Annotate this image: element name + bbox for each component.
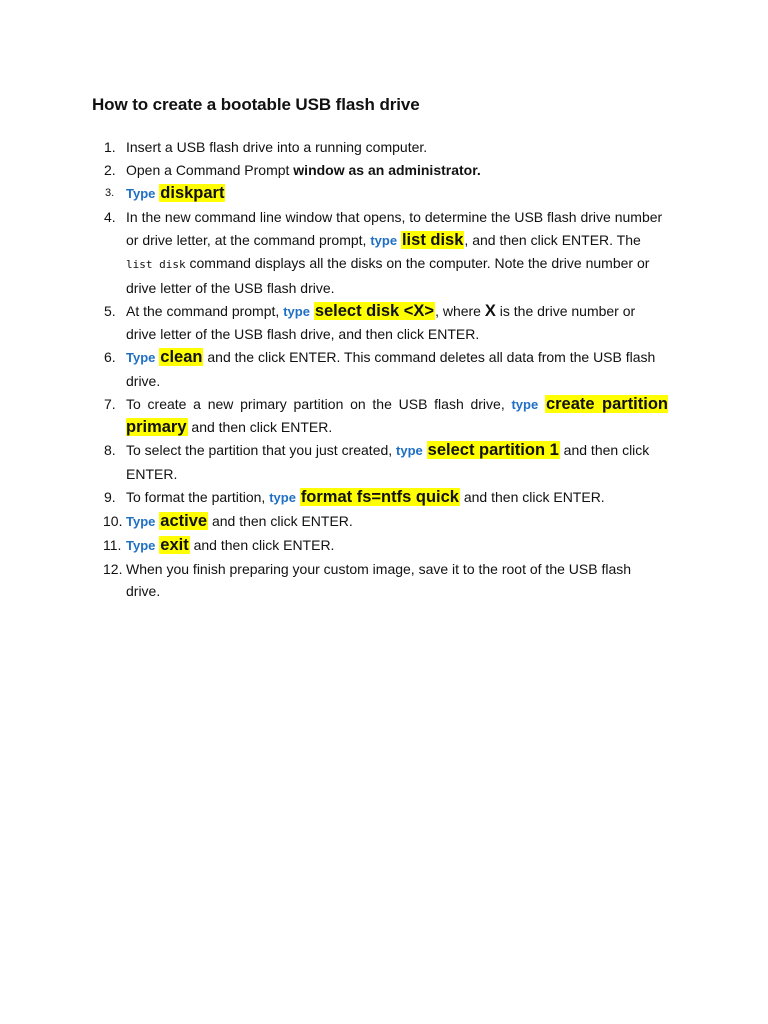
- command-list-disk: list disk: [401, 230, 464, 249]
- command-clean: clean: [160, 348, 203, 366]
- step-number: 2.: [104, 162, 116, 178]
- document-title: How to create a bootable USB flash drive: [92, 95, 420, 114]
- step-2: [0, 159, 768, 182]
- step-text: is the drive number or drive letter of the USB flash drive, and then click ENTER.: [126, 302, 636, 342]
- step-8: [0, 439, 768, 485]
- command-select-partition: select partition 1: [427, 441, 559, 459]
- step-11: [0, 534, 768, 558]
- type-keyword: type: [396, 443, 423, 458]
- step-number: 1.: [104, 139, 116, 155]
- step-7: [0, 393, 768, 439]
- type-keyword: Type: [126, 186, 156, 201]
- step-text: To format the partition,: [126, 488, 270, 505]
- step-number: 11.: [103, 536, 122, 553]
- command-format: format fs=ntfs quick: [300, 487, 459, 506]
- inline-code: list disk: [126, 258, 186, 271]
- command-active: active: [160, 511, 208, 530]
- step-bold-text: window as an administrator.: [293, 162, 481, 178]
- step-number: 9.: [104, 488, 116, 505]
- type-keyword: type: [511, 396, 539, 412]
- step-text: and then click ENTER.: [126, 442, 650, 482]
- step-number: 8.: [104, 442, 116, 458]
- step-text: Open a Command Prompt: [126, 162, 294, 178]
- type-keyword: type: [283, 303, 310, 319]
- step-number: 12.: [103, 560, 123, 577]
- step-text: At the command prompt,: [126, 302, 284, 319]
- step-text: and then click ENTER.: [459, 488, 605, 505]
- type-keyword: Type: [126, 513, 156, 529]
- command-select-disk: select disk <X>: [314, 301, 435, 320]
- type-keyword: Type: [126, 537, 156, 553]
- step-6: [0, 346, 768, 392]
- step-text: and then click ENTER.: [208, 512, 353, 529]
- step-text: , and then click ENTER. The: [464, 231, 641, 248]
- step-5: [0, 300, 768, 346]
- step-text: To create a new primary partition on the USB flash drive,: [126, 395, 512, 412]
- step-number: 7.: [104, 395, 116, 412]
- step-text: Insert a USB flash drive into a running computer.: [126, 139, 428, 155]
- step-10: [0, 510, 768, 534]
- command-diskpart: diskpart: [160, 184, 225, 202]
- step-text: and then click ENTER.: [189, 536, 335, 553]
- step-text: To select the partition that you just created,: [126, 442, 397, 458]
- type-keyword: type: [269, 489, 296, 505]
- step-4: [0, 206, 768, 299]
- type-keyword: Type: [126, 350, 156, 365]
- step-number: 10.: [103, 512, 123, 529]
- variable-x: X: [484, 301, 496, 320]
- step-1: [0, 136, 768, 159]
- steps-list: [0, 136, 768, 603]
- step-number: 6.: [104, 349, 116, 365]
- step-text: In the new command line window that opens, to determine the USB flash drive number or drive letter, at the command prompt,: [126, 209, 663, 248]
- step-number: 5.: [104, 302, 116, 319]
- step-12: [0, 558, 768, 603]
- command-create-partition: create partition primary: [126, 394, 669, 436]
- step-text: , where: [435, 302, 485, 319]
- step-text: When you finish preparing your custom image, save it to the root of the USB flash drive.: [126, 560, 632, 599]
- step-number: 4.: [104, 209, 116, 225]
- command-exit: exit: [160, 535, 189, 554]
- step-3: [0, 182, 768, 206]
- type-keyword: type: [370, 232, 398, 248]
- step-text: and the click ENTER. This command deletes all data from the USB flash drive.: [126, 349, 656, 389]
- step-text: and then click ENTER.: [187, 419, 333, 435]
- step-number: 3.: [105, 187, 115, 199]
- step-text: command displays all the disks on the computer. Note the drive number or drive letter of the USB flash drive.: [126, 255, 650, 296]
- step-9: [0, 486, 768, 510]
